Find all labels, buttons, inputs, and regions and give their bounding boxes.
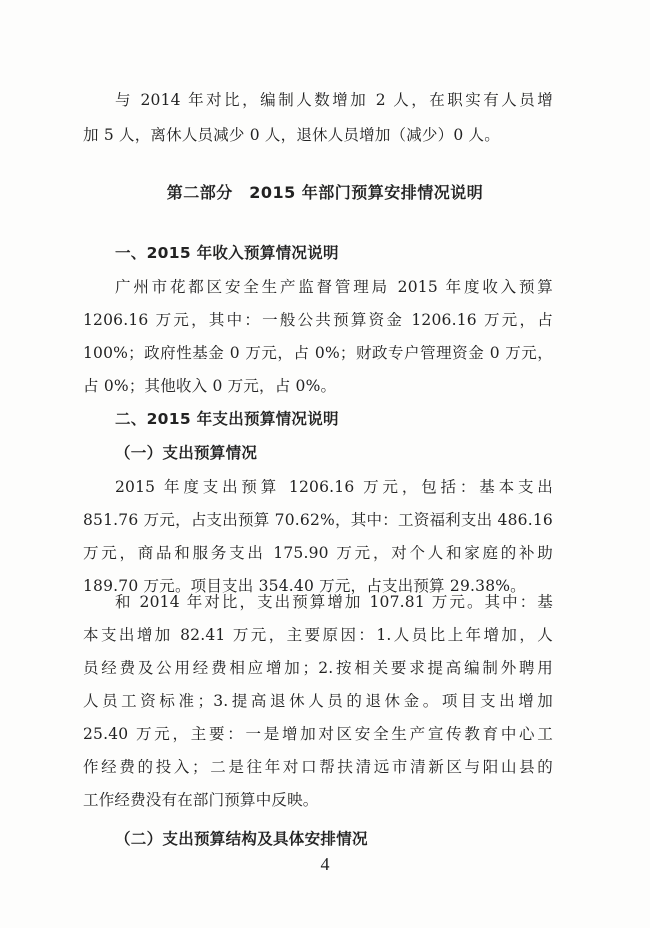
text-line: 万元，商品和服务支出 175.90 万元，对个人和家庭的补助 [83, 544, 553, 562]
text-line: 工作经费没有在部门预算中反映。 [83, 791, 319, 809]
section-heading-income: 一、2015 年收入预算情况说明 [115, 244, 339, 262]
text-line: 本支出增加 82.41 万元，主要原因：1.人员比上年增加，人 [83, 626, 553, 644]
text-line: 2015 年度支出预算 1206.16 万元，包括：基本支出 [115, 478, 553, 496]
text-line: 100%；政府性基金 0 万元，占 0%；财政专户管理资金 0 万元， [83, 344, 553, 362]
text-line: 作经费的投入；二是往年对口帮扶清远市清新区与阳山县的 [83, 758, 553, 776]
text-line: 189.70 万元。项目支出 354.40 万元，占支出预算 29.38%。 [83, 577, 526, 595]
text-line: 占 0%；其他收入 0 万元，占 0%。 [83, 377, 337, 395]
text-line: 和 2014 年对比，支出预算增加 107.81 万元。其中：基 [115, 593, 553, 611]
text-line: 1206.16 万元，其中：一般公共预算资金 1206.16 万元，占 [83, 311, 553, 329]
subsection-heading-expenditure-budget: （一）支出预算情况 [115, 444, 258, 462]
page-number: 4 [320, 854, 330, 874]
text-line: 广州市花都区安全生产监督管理局 2015 年度收入预算 [115, 278, 553, 296]
text-line: 851.76 万元，占支出预算 70.62%，其中：工资福利支出 486.16 [83, 511, 553, 529]
subsection-heading-structure: （二）支出预算结构及具体安排情况 [115, 830, 368, 848]
section-heading-expenditure: 二、2015 年支出预算情况说明 [115, 410, 339, 428]
part-title: 第二部分 2015 年部门预算安排情况说明 [166, 183, 484, 202]
text-line: 25.40 万元，主要：一是增加对区安全生产宣传教育中心工 [83, 725, 553, 743]
text-line: 人员工资标准；3.提高退休人员的退休金。项目支出增加 [83, 692, 553, 710]
text-line: 加 5 人，离休人员减少 0 人，退休人员增加（减少）0 人。 [83, 126, 500, 144]
text-line: 员经费及公用经费相应增加；2.按相关要求提高编制外聘用 [83, 659, 553, 677]
text-line: 与 2014 年对比，编制人数增加 2 人，在职实有人员增 [115, 91, 553, 109]
